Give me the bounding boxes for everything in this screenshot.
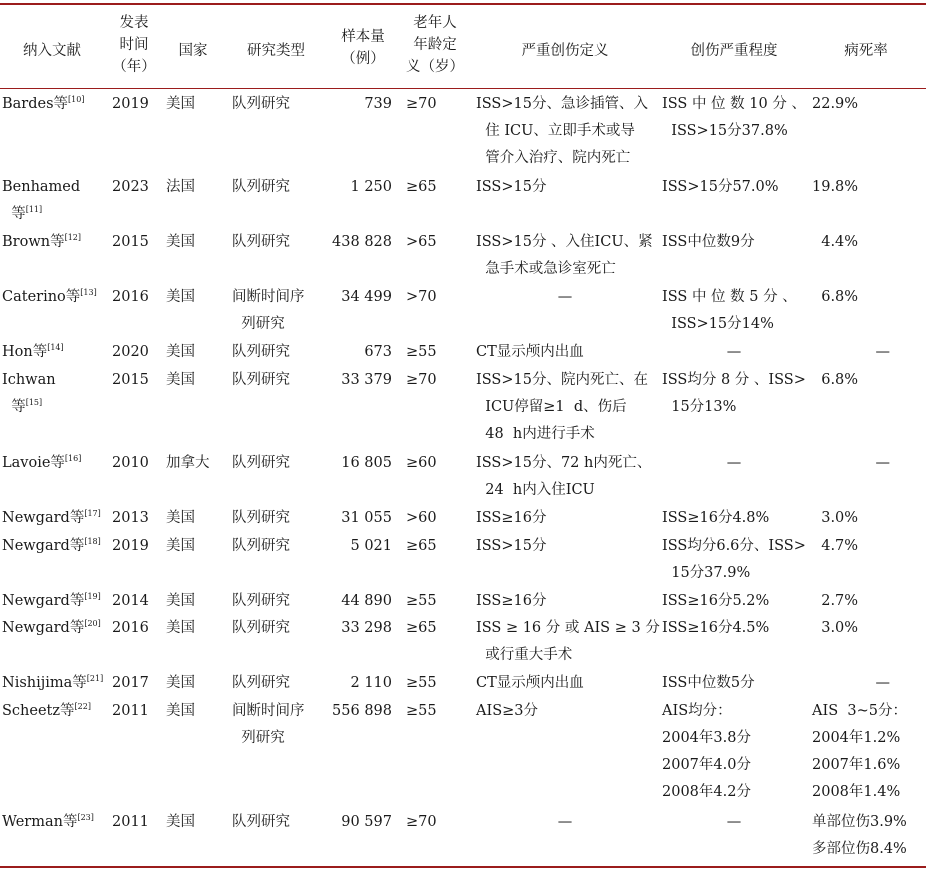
cell-sample-size: 34 499 (341, 289, 392, 305)
cell-author (2, 174, 102, 228)
cell-age-definition: ≥65 (406, 538, 437, 554)
cell-severe-trauma-definition: ISS≥16分 (476, 510, 547, 526)
cell-study-type: 队列研究 (232, 455, 290, 471)
cell-severe-trauma-definition: AIS≥3分 (476, 703, 539, 719)
cell-country: 美国 (166, 510, 195, 526)
cell-country: 美国 (166, 372, 195, 388)
cell-mortality: — (875, 675, 890, 691)
cell-year: 2019 (112, 96, 149, 112)
cell-age-definition: >70 (406, 289, 437, 305)
cell-trauma-severity: — (726, 344, 742, 360)
cell-mortality: 22.9% (812, 96, 859, 112)
cell-country: 加拿大 (166, 455, 210, 471)
cell-author (2, 91, 102, 118)
cell-author (2, 450, 102, 477)
cell-trauma-severity: ISS均分6.6分、ISS> 15分37.9% (662, 538, 806, 581)
cell-trauma-severity: ISS≥16分4.8% (662, 510, 770, 526)
cell-country: 美国 (166, 344, 195, 360)
cell-author (2, 533, 102, 560)
cell-trauma-severity: ISS≥16分4.5% (662, 620, 770, 636)
cell-year: 2020 (112, 344, 149, 360)
header-age-definition: 老年人 年龄定 义（岁） (406, 15, 464, 75)
reference-number: [10] (68, 95, 85, 104)
cell-age-definition: ≥70 (406, 814, 437, 830)
cell-country: 美国 (166, 675, 195, 691)
cell-age-definition: ≥65 (406, 179, 437, 195)
cell-study-type: 队列研究 (232, 179, 290, 195)
cell-severe-trauma-definition: CT显示颅内出血 (476, 344, 584, 360)
cell-study-type: 队列研究 (232, 344, 290, 360)
cell-severe-trauma-definition: ISS>15分 (476, 538, 547, 554)
cell-sample-size: 739 (364, 96, 392, 112)
cell-study-type: 队列研究 (232, 675, 290, 691)
cell-study-type: 队列研究 (232, 510, 290, 526)
reference-number: [12] (64, 233, 81, 242)
cell-sample-size: 2 110 (350, 675, 392, 691)
cell-age-definition: >60 (406, 510, 437, 526)
reference-number: [22] (74, 702, 91, 711)
cell-year: 2015 (112, 234, 149, 250)
header-year: 发表 时间 （年） (112, 15, 156, 75)
cell-year: 2015 (112, 372, 149, 388)
cell-study-type: 队列研究 (232, 538, 290, 554)
cell-age-definition: ≥60 (406, 455, 437, 471)
header-mortality: 病死率 (844, 43, 888, 59)
cell-study-type: 间断时间序 列研究 (232, 289, 305, 332)
reference-number: [15] (25, 398, 43, 407)
cell-study-type: 队列研究 (232, 234, 290, 250)
cell-severe-trauma-definition: CT显示颅内出血 (476, 675, 584, 691)
cell-mortality: 19.8% (812, 179, 859, 195)
cell-study-type: 队列研究 (232, 620, 290, 636)
reference-number: [17] (84, 509, 101, 518)
cell-age-definition: ≥55 (406, 593, 437, 609)
cell-sample-size: 44 890 (341, 593, 392, 609)
cell-trauma-severity: ISS均分 8 分 、ISS> 15分13% (662, 372, 806, 415)
cell-severe-trauma-definition: ISS>15分 (476, 179, 547, 195)
cell-country: 美国 (166, 814, 195, 830)
cell-mortality: 4.7% (812, 538, 859, 554)
header-severe-trauma-definition: 严重创伤定义 (521, 43, 609, 59)
cell-country: 美国 (166, 234, 195, 250)
cell-country: 美国 (166, 96, 195, 112)
cell-sample-size: 5 021 (350, 538, 392, 554)
cell-year: 2011 (112, 703, 149, 719)
reference-number: [14] (47, 343, 64, 352)
author-name: Nishijima等 (2, 675, 87, 691)
author-name: Ichwan 等 (2, 372, 56, 415)
cell-author (2, 588, 102, 615)
cell-severe-trauma-definition: ISS>15分、急诊插管、入 住 ICU、立即手术或导 管介入治疗、院内死亡 (476, 96, 648, 166)
cell-mortality: 3.0% (812, 620, 859, 636)
cell-sample-size: 1 250 (350, 179, 392, 195)
reference-number: [19] (84, 592, 101, 601)
cell-age-definition: ≥55 (406, 344, 437, 360)
cell-mortality: — (875, 455, 890, 471)
cell-author (2, 367, 102, 421)
cell-severe-trauma-definition: ISS>15分、院内死亡、在 ICU停留≥1 d、伤后 48 h内进行手术 (476, 372, 648, 442)
reference-number: [11] (25, 205, 43, 214)
reference-number: [13] (80, 288, 97, 297)
author-name: Newgard等 (2, 593, 85, 609)
header-country: 国家 (178, 43, 208, 59)
author-name: Newgard等 (2, 538, 85, 554)
reference-number: [18] (84, 537, 101, 546)
cell-sample-size: 33 298 (341, 620, 392, 636)
cell-year: 2019 (112, 538, 149, 554)
cell-country: 法国 (166, 179, 195, 195)
author-name: Bardes等 (2, 96, 69, 112)
cell-severe-trauma-definition: ISS>15分、72 h内死亡、 24 h内入住ICU (476, 455, 652, 498)
cell-sample-size: 673 (364, 344, 392, 360)
table-top-rule (0, 3, 926, 5)
cell-trauma-severity: ISS≥16分5.2% (662, 593, 770, 609)
cell-study-type: 队列研究 (232, 814, 290, 830)
header-sample-size: 样本量 （例） (341, 29, 385, 67)
cell-year: 2023 (112, 179, 149, 195)
author-name: Benhamed 等 (2, 179, 81, 222)
cell-country: 美国 (166, 593, 195, 609)
cell-trauma-severity: ISS中位数9分 (662, 234, 755, 250)
cell-country: 美国 (166, 538, 195, 554)
cell-severe-trauma-definition: ISS ≥ 16 分 或 AIS ≥ 3 分 或行重大手术 (476, 620, 660, 663)
cell-age-definition: ≥70 (406, 372, 437, 388)
cell-sample-size: 438 828 (332, 234, 392, 250)
cell-author (2, 339, 102, 366)
cell-author (2, 670, 102, 697)
cell-age-definition: ≥70 (406, 96, 437, 112)
cell-sample-size: 556 898 (332, 703, 392, 719)
author-name: Caterino等 (2, 289, 81, 305)
reference-number: [16] (64, 454, 82, 463)
cell-mortality: 6.8% (812, 372, 859, 388)
reference-number: [20] (84, 619, 101, 628)
cell-sample-size: 16 805 (341, 455, 392, 471)
cell-study-type: 队列研究 (232, 593, 290, 609)
cell-author (2, 809, 102, 836)
cell-year: 2013 (112, 510, 149, 526)
cell-sample-size: 90 597 (341, 814, 392, 830)
author-name: Newgard等 (2, 620, 85, 636)
cell-study-type: 队列研究 (232, 372, 290, 388)
author-name: Scheetz等 (2, 703, 75, 719)
author-name: Newgard等 (2, 510, 85, 526)
cell-mortality: 单部位伤3.9% 多部位伤8.4% (812, 814, 907, 857)
cell-mortality: 3.0% (812, 510, 859, 526)
cell-age-definition: >65 (406, 234, 437, 250)
table-bottom-rule (0, 866, 926, 868)
cell-severe-trauma-definition: — (557, 814, 573, 830)
cell-country: 美国 (166, 289, 195, 305)
cell-age-definition: ≥55 (406, 703, 437, 719)
cell-year: 2016 (112, 289, 149, 305)
cell-mortality: AIS 3~5分： 2004年1.2% 2007年1.6% 2008年1.4% (812, 703, 907, 800)
cell-study-type: 队列研究 (232, 96, 290, 112)
header-trauma-severity: 创伤严重程度 (690, 43, 778, 59)
cell-year: 2010 (112, 455, 149, 471)
reference-number: [23] (77, 813, 94, 822)
cell-sample-size: 31 055 (341, 510, 392, 526)
cell-author (2, 284, 102, 311)
cell-year: 2011 (112, 814, 149, 830)
author-name: Hon等 (2, 344, 48, 360)
cell-year: 2017 (112, 675, 149, 691)
cell-trauma-severity: ISS 中 位 数 10 分 、 ISS>15分37.8% (662, 96, 806, 139)
cell-author (2, 615, 102, 642)
cell-severe-trauma-definition: — (557, 289, 573, 305)
author-name: Werman等 (2, 814, 78, 830)
cell-mortality: — (875, 344, 890, 360)
cell-year: 2014 (112, 593, 149, 609)
cell-trauma-severity: — (726, 814, 742, 830)
cell-trauma-severity: — (726, 455, 742, 471)
cell-trauma-severity: ISS 中 位 数 5 分 、 ISS>15分14% (662, 289, 797, 332)
cell-mortality: 6.8% (812, 289, 859, 305)
cell-sample-size: 33 379 (341, 372, 392, 388)
author-name: Brown等 (2, 234, 65, 250)
cell-age-definition: ≥55 (406, 675, 437, 691)
cell-age-definition: ≥65 (406, 620, 437, 636)
cell-author (2, 229, 102, 256)
header-author: 纳入文献 (23, 43, 81, 59)
cell-author (2, 505, 102, 532)
table-header-rule (0, 88, 926, 89)
cell-country: 美国 (166, 620, 195, 636)
cell-author (2, 698, 102, 725)
reference-number: [21] (86, 674, 104, 683)
header-study-type: 研究类型 (247, 43, 305, 59)
cell-mortality: 4.4% (812, 234, 859, 250)
cell-study-type: 间断时间序 列研究 (232, 703, 305, 746)
cell-trauma-severity: ISS中位数5分 (662, 675, 755, 691)
cell-country: 美国 (166, 703, 195, 719)
cell-severe-trauma-definition: ISS>15分 、入住ICU、紧 急手术或急诊室死亡 (476, 234, 653, 277)
cell-year: 2016 (112, 620, 149, 636)
cell-mortality: 2.7% (812, 593, 859, 609)
cell-trauma-severity: AIS均分： 2004年3.8分 2007年4.0分 2008年4.2分 (662, 703, 751, 800)
author-name: Lavoie等 (2, 455, 65, 471)
cell-trauma-severity: ISS>15分57.0% (662, 179, 779, 195)
cell-severe-trauma-definition: ISS≥16分 (476, 593, 547, 609)
